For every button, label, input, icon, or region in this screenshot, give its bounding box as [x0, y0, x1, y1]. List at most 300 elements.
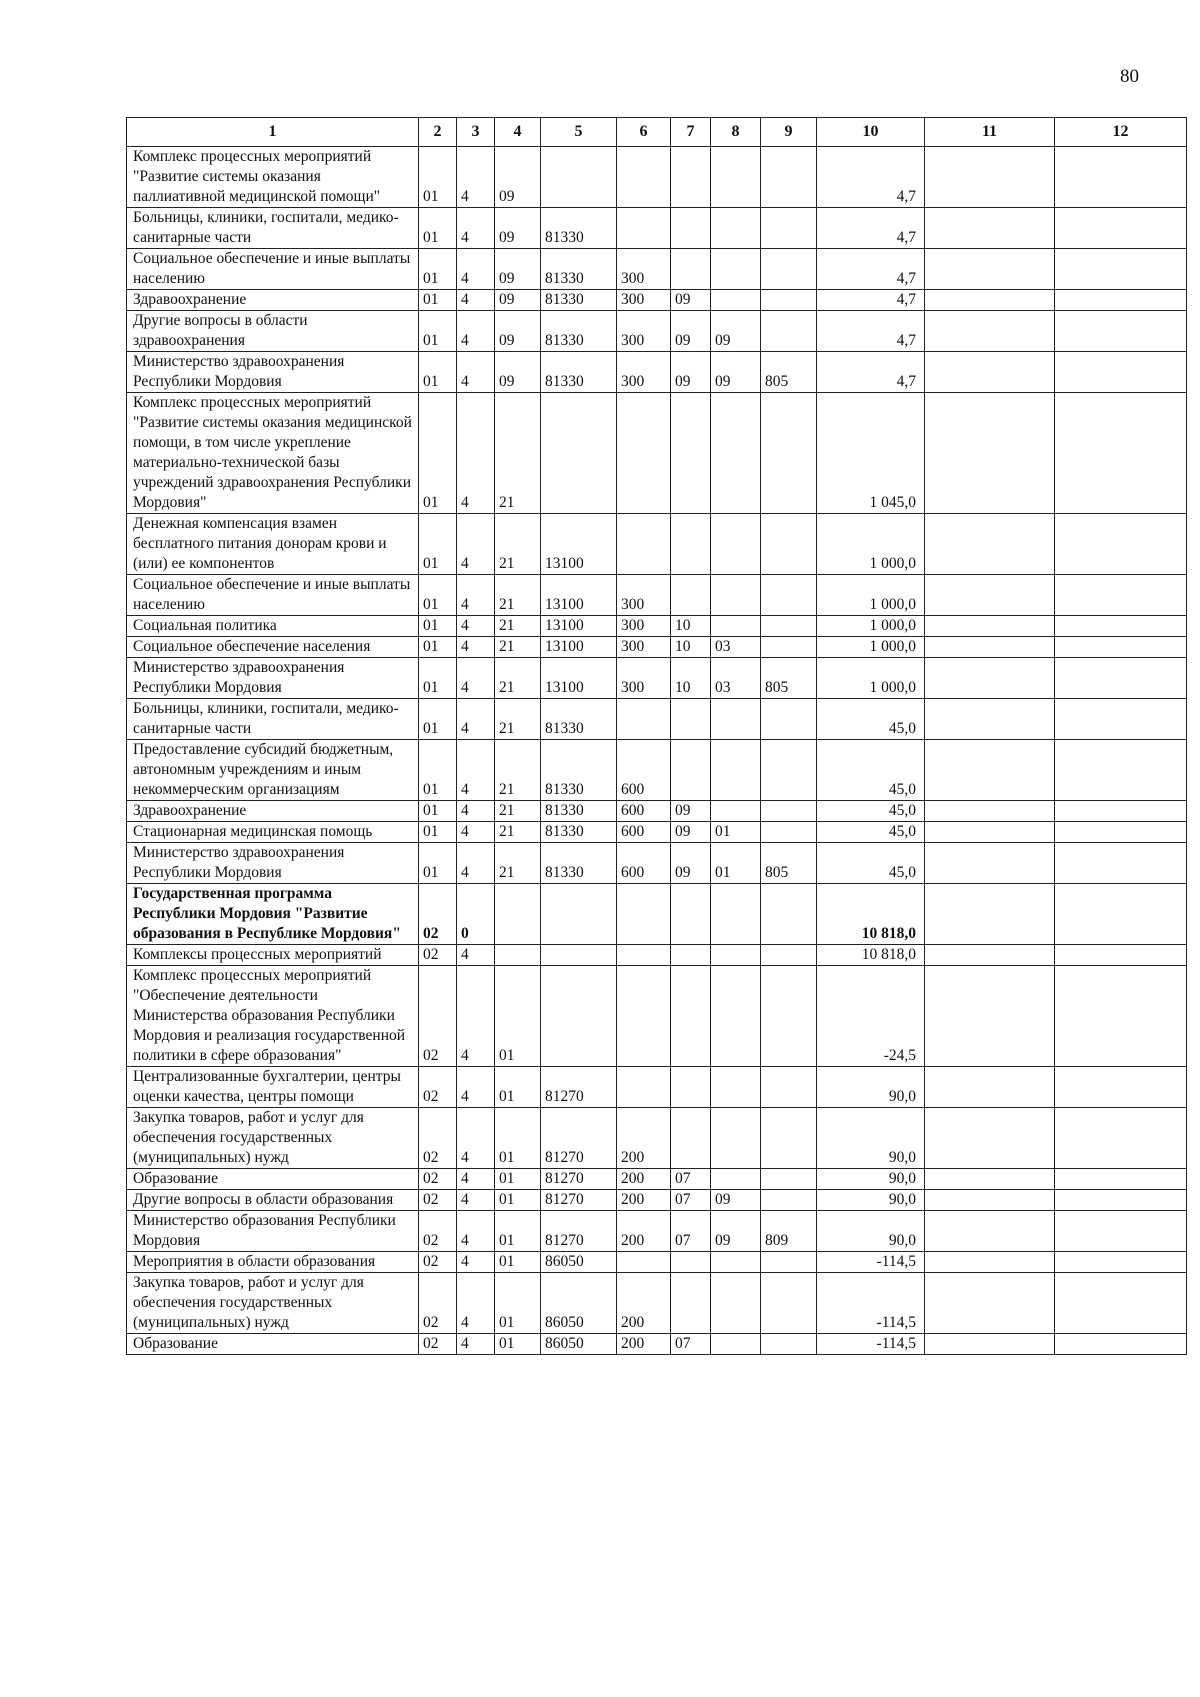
- subprogram-code: 21: [495, 740, 541, 801]
- amount: 90,0: [817, 1190, 925, 1211]
- column-11-value: [925, 1067, 1055, 1108]
- division-code: 07: [671, 1334, 711, 1355]
- division-code: 10: [671, 616, 711, 637]
- division-code: [671, 208, 711, 249]
- division-code: 10: [671, 637, 711, 658]
- program-code: 4: [457, 1190, 495, 1211]
- program-code: 4: [457, 208, 495, 249]
- target-item-code: 81330: [541, 822, 617, 843]
- column-11-value: [925, 884, 1055, 945]
- expense-type-code: [617, 514, 671, 575]
- ministry-code: [761, 699, 817, 740]
- subdivision-code: [711, 393, 761, 514]
- row-name: Предоставление субсидий бюджетным, автономным учреждениям и иным некоммерческим организациям: [127, 740, 419, 801]
- division-code: [671, 393, 711, 514]
- subprogram-code: 01: [495, 1211, 541, 1252]
- subprogram-code: 21: [495, 801, 541, 822]
- subdivision-code: [711, 801, 761, 822]
- division-code: [671, 1252, 711, 1273]
- column-header: 7: [671, 118, 711, 147]
- amount: 45,0: [817, 801, 925, 822]
- column-12-value: [1055, 311, 1187, 352]
- program-code: 4: [457, 616, 495, 637]
- table-row: [127, 843, 1187, 884]
- table-row: [127, 884, 1187, 945]
- subprogram-code: 09: [495, 208, 541, 249]
- subdivision-code: [711, 514, 761, 575]
- column-11-value: [925, 843, 1055, 884]
- target-item-code: 81330: [541, 311, 617, 352]
- column-11-value: [925, 249, 1055, 290]
- subprogram-code: 09: [495, 147, 541, 208]
- row-name: Министерство здравоохранения Республики Мордовия: [127, 352, 419, 393]
- amount: 10 818,0: [817, 884, 925, 945]
- ministry-code: [761, 147, 817, 208]
- row-name: Другие вопросы в области образования: [127, 1190, 419, 1211]
- target-item-code: 13100: [541, 637, 617, 658]
- expense-type-code: [617, 393, 671, 514]
- section-code: 01: [419, 147, 457, 208]
- ministry-code: [761, 514, 817, 575]
- program-code: 4: [457, 843, 495, 884]
- section-code: 01: [419, 249, 457, 290]
- ministry-code: 809: [761, 1211, 817, 1252]
- division-code: [671, 575, 711, 616]
- target-item-code: 13100: [541, 658, 617, 699]
- subdivision-code: 09: [711, 311, 761, 352]
- expense-type-code: 300: [617, 575, 671, 616]
- amount: 4,7: [817, 352, 925, 393]
- expense-type-code: 200: [617, 1108, 671, 1169]
- row-name: Здравоохранение: [127, 801, 419, 822]
- column-12-value: [1055, 575, 1187, 616]
- division-code: [671, 740, 711, 801]
- subprogram-code: 09: [495, 290, 541, 311]
- subdivision-code: 03: [711, 637, 761, 658]
- amount: 1 000,0: [817, 575, 925, 616]
- division-code: 07: [671, 1211, 711, 1252]
- subprogram-code: 21: [495, 822, 541, 843]
- column-12-value: [1055, 884, 1187, 945]
- division-code: [671, 884, 711, 945]
- table-row: [127, 658, 1187, 699]
- column-11-value: [925, 1273, 1055, 1334]
- column-header: 10: [817, 118, 925, 147]
- amount: 90,0: [817, 1211, 925, 1252]
- section-code: 02: [419, 884, 457, 945]
- expense-type-code: 300: [617, 311, 671, 352]
- column-header: 3: [457, 118, 495, 147]
- subprogram-code: 21: [495, 843, 541, 884]
- target-item-code: 81270: [541, 1169, 617, 1190]
- ministry-code: [761, 311, 817, 352]
- subprogram-code: 01: [495, 1108, 541, 1169]
- ministry-code: [761, 208, 817, 249]
- row-name: Социальная политика: [127, 616, 419, 637]
- row-name: Больницы, клиники, госпитали, медико-санитарные части: [127, 699, 419, 740]
- ministry-code: [761, 1108, 817, 1169]
- amount: 1 000,0: [817, 637, 925, 658]
- program-code: 4: [457, 514, 495, 575]
- column-12-value: [1055, 1169, 1187, 1190]
- column-11-value: [925, 290, 1055, 311]
- amount: 45,0: [817, 843, 925, 884]
- column-11-value: [925, 352, 1055, 393]
- subprogram-code: 21: [495, 699, 541, 740]
- ministry-code: [761, 393, 817, 514]
- section-code: 02: [419, 1211, 457, 1252]
- column-11-value: [925, 575, 1055, 616]
- amount: 10 818,0: [817, 945, 925, 966]
- expense-type-code: 200: [617, 1273, 671, 1334]
- amount: -114,5: [817, 1252, 925, 1273]
- target-item-code: [541, 147, 617, 208]
- expense-type-code: 300: [617, 658, 671, 699]
- subdivision-code: [711, 1067, 761, 1108]
- amount: 90,0: [817, 1067, 925, 1108]
- target-item-code: 86050: [541, 1334, 617, 1355]
- section-code: 01: [419, 208, 457, 249]
- section-code: 02: [419, 1067, 457, 1108]
- column-header: 11: [925, 118, 1055, 147]
- subprogram-code: [495, 884, 541, 945]
- row-name: Закупка товаров, работ и услуг для обеспечения государственных (муниципальных) нужд: [127, 1273, 419, 1334]
- column-11-value: [925, 1211, 1055, 1252]
- section-code: 01: [419, 740, 457, 801]
- amount: 4,7: [817, 249, 925, 290]
- ministry-code: [761, 945, 817, 966]
- program-code: 4: [457, 1169, 495, 1190]
- amount: -114,5: [817, 1273, 925, 1334]
- column-12-value: [1055, 290, 1187, 311]
- target-item-code: 81270: [541, 1108, 617, 1169]
- section-code: 01: [419, 352, 457, 393]
- column-11-value: [925, 658, 1055, 699]
- subdivision-code: [711, 1169, 761, 1190]
- section-code: 01: [419, 658, 457, 699]
- amount: 4,7: [817, 147, 925, 208]
- expense-type-code: 600: [617, 822, 671, 843]
- expense-type-code: [617, 699, 671, 740]
- subdivision-code: [711, 740, 761, 801]
- table-row: [127, 514, 1187, 575]
- target-item-code: 81270: [541, 1067, 617, 1108]
- target-item-code: [541, 393, 617, 514]
- program-code: 4: [457, 822, 495, 843]
- program-code: 4: [457, 393, 495, 514]
- section-code: 01: [419, 290, 457, 311]
- subdivision-code: [711, 1273, 761, 1334]
- ministry-code: [761, 801, 817, 822]
- amount: 45,0: [817, 740, 925, 801]
- row-name: Министерство образования Республики Мордовия: [127, 1211, 419, 1252]
- ministry-code: 805: [761, 658, 817, 699]
- ministry-code: [761, 575, 817, 616]
- subdivision-code: [711, 208, 761, 249]
- expense-type-code: 600: [617, 843, 671, 884]
- ministry-code: [761, 290, 817, 311]
- table-row: [127, 1334, 1187, 1355]
- column-header: 4: [495, 118, 541, 147]
- target-item-code: 81330: [541, 843, 617, 884]
- section-code: 01: [419, 699, 457, 740]
- column-12-value: [1055, 616, 1187, 637]
- ministry-code: [761, 1190, 817, 1211]
- column-12-value: [1055, 822, 1187, 843]
- program-code: 4: [457, 1108, 495, 1169]
- division-code: 09: [671, 801, 711, 822]
- target-item-code: 81270: [541, 1211, 617, 1252]
- row-name: Комплекс процессных мероприятий "Обеспечение деятельности Министерства образования Республики Мордовия и реализация государственной политики в сфере образования": [127, 966, 419, 1067]
- table-row: [127, 945, 1187, 966]
- row-name: Образование: [127, 1334, 419, 1355]
- expense-type-code: [617, 966, 671, 1067]
- column-11-value: [925, 637, 1055, 658]
- table-row: [127, 1169, 1187, 1190]
- subprogram-code: 01: [495, 1273, 541, 1334]
- expense-type-code: 600: [617, 740, 671, 801]
- target-item-code: 81330: [541, 801, 617, 822]
- program-code: 4: [457, 249, 495, 290]
- column-12-value: [1055, 249, 1187, 290]
- program-code: 4: [457, 699, 495, 740]
- division-code: [671, 514, 711, 575]
- column-12-value: [1055, 1273, 1187, 1334]
- ministry-code: [761, 1273, 817, 1334]
- ministry-code: [761, 249, 817, 290]
- ministry-code: [761, 1334, 817, 1355]
- expense-type-code: 200: [617, 1334, 671, 1355]
- target-item-code: 81330: [541, 699, 617, 740]
- target-item-code: 13100: [541, 616, 617, 637]
- table-row: [127, 208, 1187, 249]
- target-item-code: 86050: [541, 1273, 617, 1334]
- section-code: 01: [419, 616, 457, 637]
- expense-type-code: 300: [617, 290, 671, 311]
- column-12-value: [1055, 740, 1187, 801]
- amount: 90,0: [817, 1169, 925, 1190]
- expense-type-code: [617, 1252, 671, 1273]
- division-code: [671, 699, 711, 740]
- amount: 90,0: [817, 1108, 925, 1169]
- subdivision-code: [711, 1108, 761, 1169]
- row-name: Министерство здравоохранения Республики Мордовия: [127, 843, 419, 884]
- subprogram-code: 09: [495, 352, 541, 393]
- division-code: [671, 1108, 711, 1169]
- column-11-value: [925, 801, 1055, 822]
- program-code: 4: [457, 740, 495, 801]
- column-11-value: [925, 699, 1055, 740]
- division-code: 10: [671, 658, 711, 699]
- table-row: [127, 575, 1187, 616]
- subprogram-code: 01: [495, 966, 541, 1067]
- table-row: [127, 1273, 1187, 1334]
- column-12-value: [1055, 208, 1187, 249]
- column-header: 12: [1055, 118, 1187, 147]
- subprogram-code: 21: [495, 616, 541, 637]
- ministry-code: [761, 1067, 817, 1108]
- table-row: [127, 1067, 1187, 1108]
- division-code: 07: [671, 1169, 711, 1190]
- target-item-code: 13100: [541, 514, 617, 575]
- section-code: 02: [419, 1190, 457, 1211]
- ministry-code: [761, 884, 817, 945]
- division-code: [671, 249, 711, 290]
- target-item-code: 86050: [541, 1252, 617, 1273]
- subdivision-code: [711, 290, 761, 311]
- ministry-code: [761, 740, 817, 801]
- column-11-value: [925, 945, 1055, 966]
- row-name: Социальное обеспечение и иные выплаты населению: [127, 249, 419, 290]
- budget-table: [126, 117, 1187, 1355]
- program-code: 4: [457, 637, 495, 658]
- target-item-code: 81330: [541, 352, 617, 393]
- page-number: 80: [1120, 66, 1139, 87]
- target-item-code: [541, 884, 617, 945]
- section-code: 01: [419, 822, 457, 843]
- column-11-value: [925, 1190, 1055, 1211]
- amount: -114,5: [817, 1334, 925, 1355]
- column-11-value: [925, 616, 1055, 637]
- ministry-code: [761, 1169, 817, 1190]
- table-row: [127, 1211, 1187, 1252]
- subdivision-code: [711, 945, 761, 966]
- column-11-value: [925, 740, 1055, 801]
- program-code: 0: [457, 884, 495, 945]
- row-name: Комплексы процессных мероприятий: [127, 945, 419, 966]
- table-row: [127, 822, 1187, 843]
- section-code: 02: [419, 1169, 457, 1190]
- column-header: 6: [617, 118, 671, 147]
- subdivision-code: [711, 147, 761, 208]
- section-code: 02: [419, 945, 457, 966]
- division-code: 09: [671, 352, 711, 393]
- amount: 45,0: [817, 699, 925, 740]
- column-header: 5: [541, 118, 617, 147]
- program-code: 4: [457, 1273, 495, 1334]
- row-name: Мероприятия в области образования: [127, 1252, 419, 1273]
- target-item-code: 81330: [541, 249, 617, 290]
- table-row: [127, 1252, 1187, 1273]
- table-row: [127, 1190, 1187, 1211]
- ministry-code: [761, 1252, 817, 1273]
- ministry-code: 805: [761, 352, 817, 393]
- column-11-value: [925, 147, 1055, 208]
- expense-type-code: 600: [617, 801, 671, 822]
- row-name: Государственная программа Республики Мордовия "Развитие образования в Республике Мордовия": [127, 884, 419, 945]
- expense-type-code: 300: [617, 616, 671, 637]
- program-code: 4: [457, 352, 495, 393]
- amount: 1 045,0: [817, 393, 925, 514]
- column-12-value: [1055, 801, 1187, 822]
- column-12-value: [1055, 147, 1187, 208]
- row-name: Стационарная медицинская помощь: [127, 822, 419, 843]
- target-item-code: 81330: [541, 290, 617, 311]
- subprogram-code: 09: [495, 249, 541, 290]
- ministry-code: [761, 822, 817, 843]
- division-code: [671, 147, 711, 208]
- table-row: [127, 801, 1187, 822]
- row-name: Министерство здравоохранения Республики Мордовия: [127, 658, 419, 699]
- program-code: 4: [457, 966, 495, 1067]
- table-row: [127, 147, 1187, 208]
- row-name: Комплекс процессных мероприятий "Развитие системы оказания паллиативной медицинской помощи": [127, 147, 419, 208]
- subprogram-code: 01: [495, 1334, 541, 1355]
- program-code: 4: [457, 1334, 495, 1355]
- target-item-code: 13100: [541, 575, 617, 616]
- amount: 1 000,0: [817, 616, 925, 637]
- program-code: 4: [457, 575, 495, 616]
- subdivision-code: 01: [711, 822, 761, 843]
- subprogram-code: 21: [495, 393, 541, 514]
- row-name: Комплекс процессных мероприятий "Развитие системы оказания медицинской помощи, в том числе укрепление материально-технической базы учреждений здравоохранения Республики Мордовия": [127, 393, 419, 514]
- row-name: Денежная компенсация взамен бесплатного питания донорам крови и (или) ее компонентов: [127, 514, 419, 575]
- column-12-value: [1055, 1252, 1187, 1273]
- column-12-value: [1055, 1211, 1187, 1252]
- column-12-value: [1055, 699, 1187, 740]
- subprogram-code: 21: [495, 637, 541, 658]
- subdivision-code: 09: [711, 1211, 761, 1252]
- section-code: 01: [419, 514, 457, 575]
- subprogram-code: 09: [495, 311, 541, 352]
- subdivision-code: [711, 249, 761, 290]
- column-12-value: [1055, 1067, 1187, 1108]
- ministry-code: [761, 616, 817, 637]
- subprogram-code: 01: [495, 1252, 541, 1273]
- section-code: 02: [419, 1252, 457, 1273]
- program-code: 4: [457, 311, 495, 352]
- subdivision-code: [711, 966, 761, 1067]
- section-code: 01: [419, 843, 457, 884]
- column-12-value: [1055, 637, 1187, 658]
- column-11-value: [925, 311, 1055, 352]
- subdivision-code: [711, 575, 761, 616]
- column-header: 8: [711, 118, 761, 147]
- table-row: [127, 290, 1187, 311]
- amount: 1 000,0: [817, 658, 925, 699]
- expense-type-code: 300: [617, 249, 671, 290]
- division-code: 09: [671, 311, 711, 352]
- subdivision-code: [711, 1252, 761, 1273]
- target-item-code: [541, 945, 617, 966]
- subprogram-code: 01: [495, 1169, 541, 1190]
- expense-type-code: 300: [617, 637, 671, 658]
- column-11-value: [925, 393, 1055, 514]
- subdivision-code: 03: [711, 658, 761, 699]
- header-row: [127, 118, 1187, 147]
- subprogram-code: 21: [495, 575, 541, 616]
- division-code: [671, 966, 711, 1067]
- table-row: [127, 740, 1187, 801]
- ministry-code: [761, 966, 817, 1067]
- column-12-value: [1055, 945, 1187, 966]
- table-row: [127, 699, 1187, 740]
- division-code: [671, 1067, 711, 1108]
- table-row: [127, 1108, 1187, 1169]
- table-row: [127, 311, 1187, 352]
- table-row: [127, 352, 1187, 393]
- column-12-value: [1055, 352, 1187, 393]
- section-code: 01: [419, 311, 457, 352]
- division-code: 09: [671, 290, 711, 311]
- section-code: 02: [419, 966, 457, 1067]
- subdivision-code: [711, 699, 761, 740]
- column-11-value: [925, 1334, 1055, 1355]
- subdivision-code: 01: [711, 843, 761, 884]
- division-code: 07: [671, 1190, 711, 1211]
- expense-type-code: [617, 884, 671, 945]
- subprogram-code: 21: [495, 658, 541, 699]
